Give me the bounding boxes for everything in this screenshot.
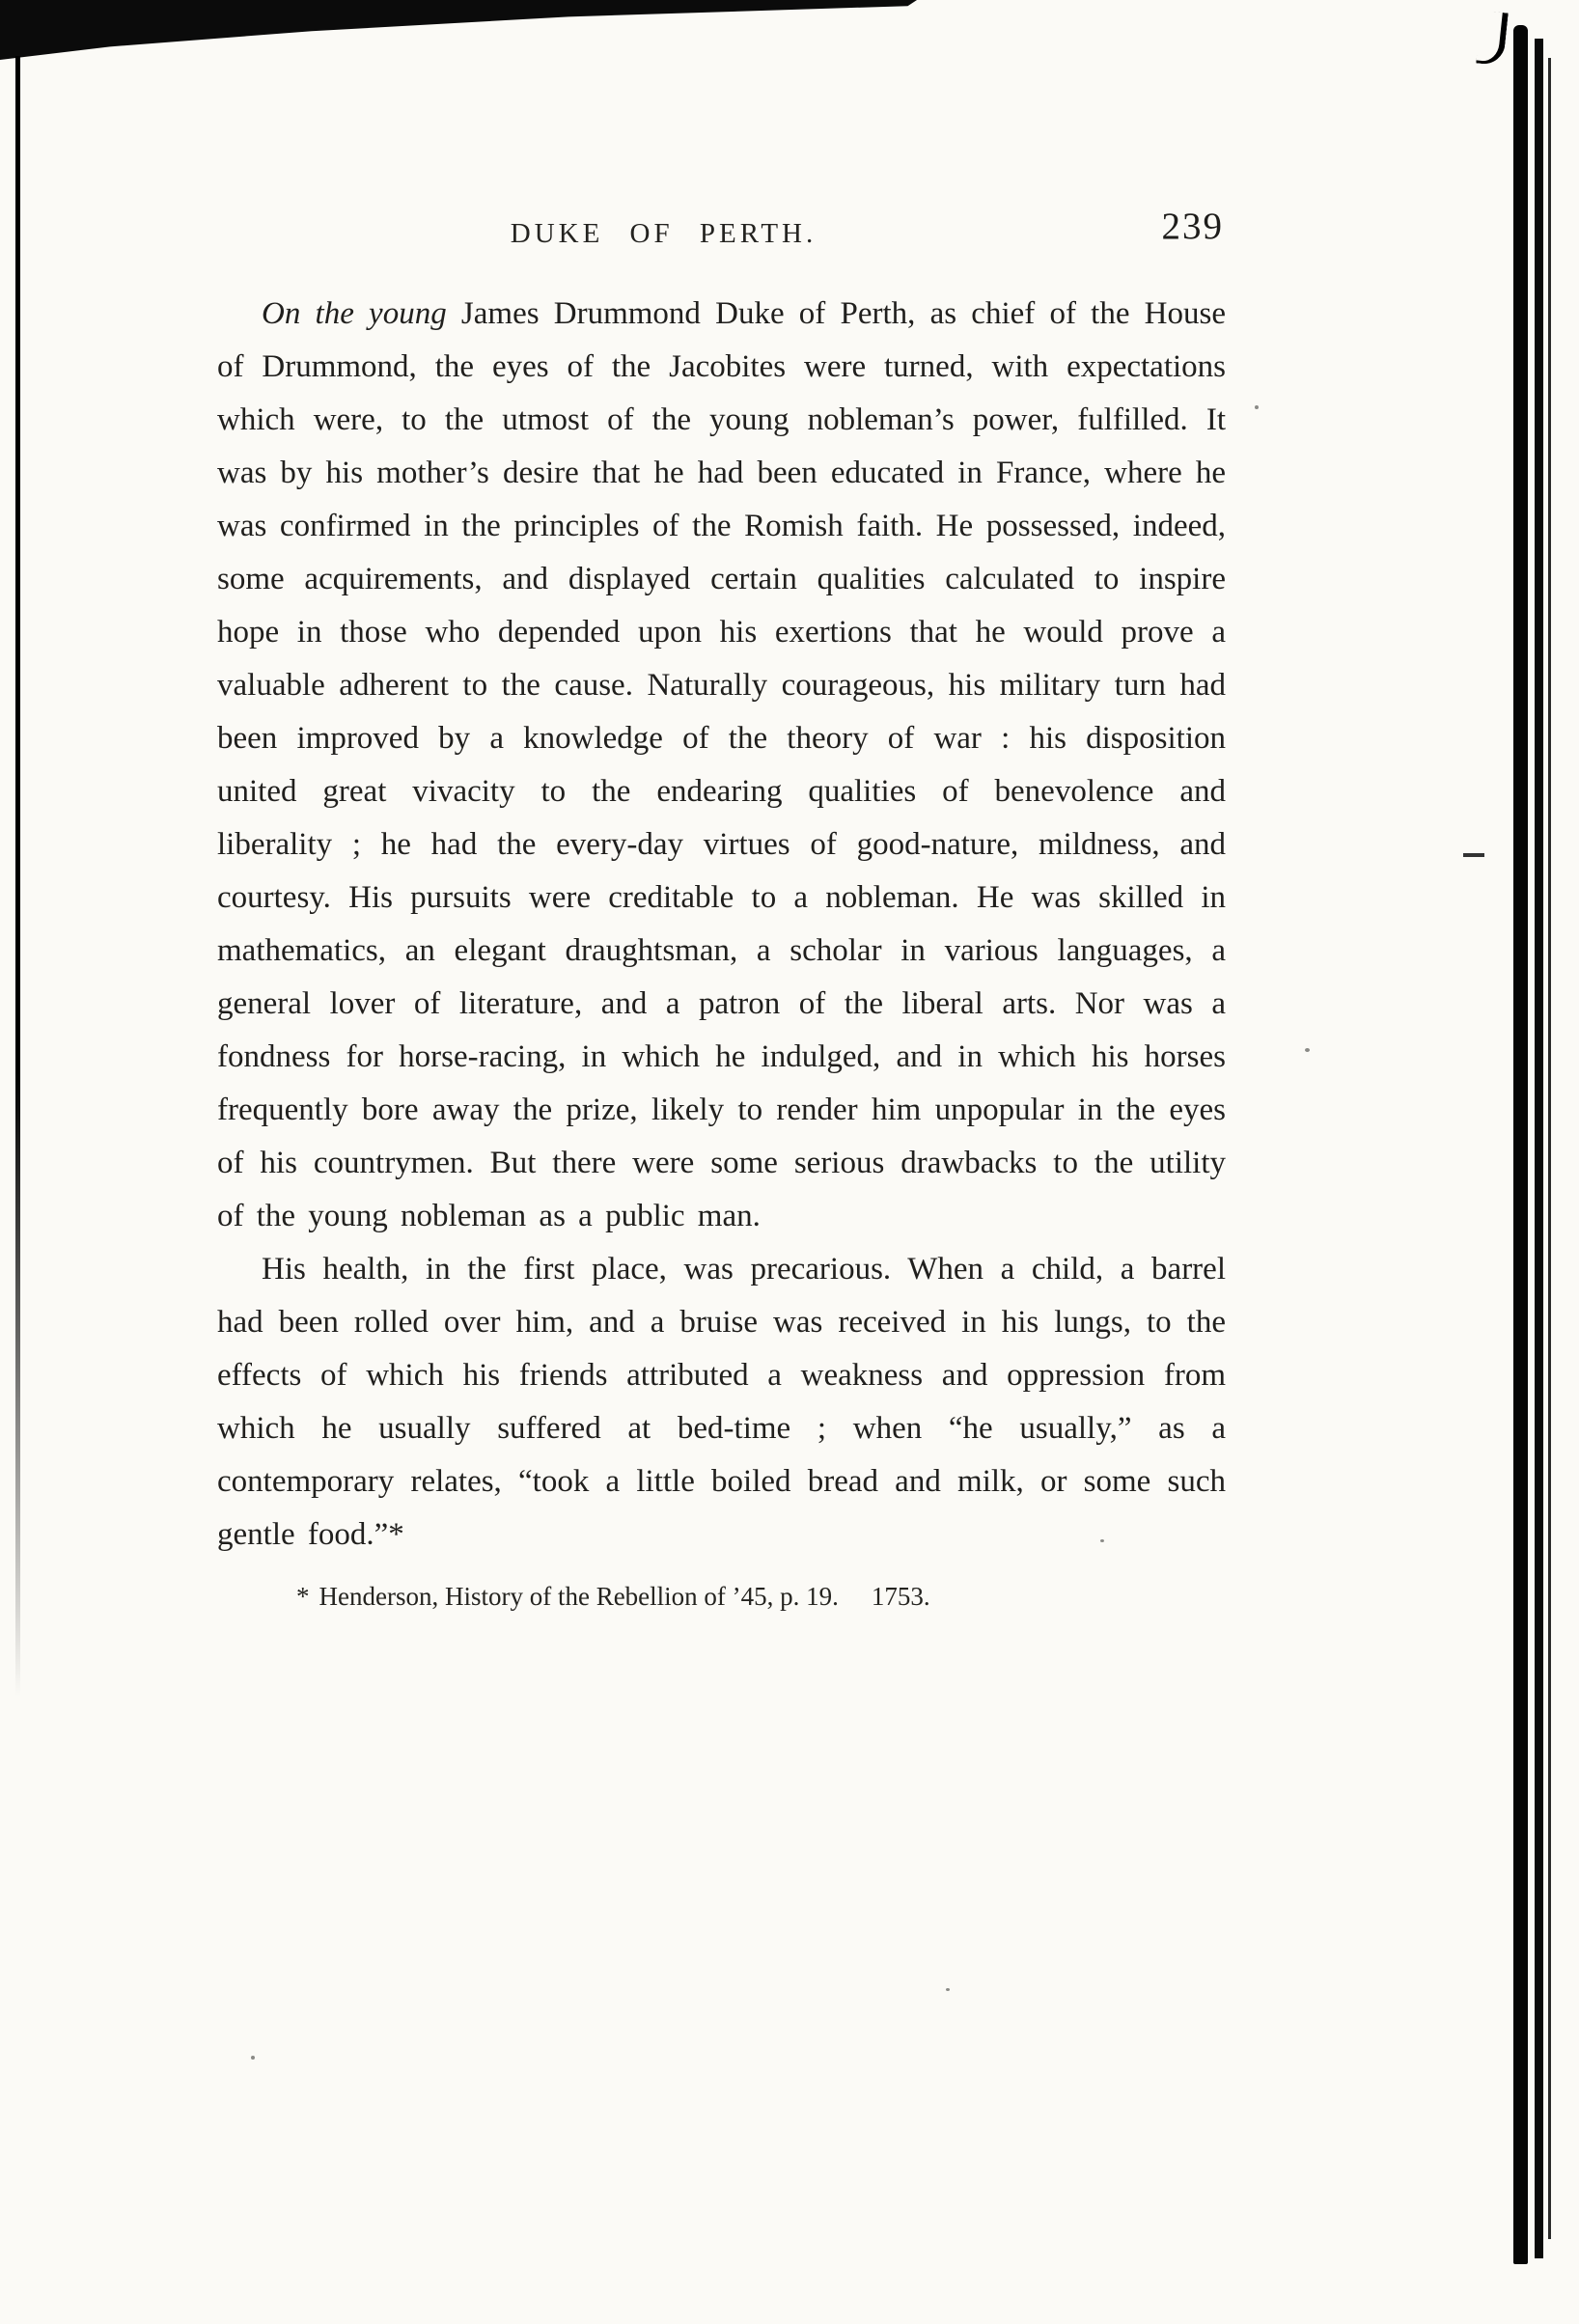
scan-speck [1305, 1048, 1310, 1052]
paragraph-text: His health, in the first place, was precarious. When a child, a barrel had been rolled over him, and a bruise was received in his lungs, to the effects of which his friends attributed a weakness and oppression from which he usually suffered at bed-time ; when “he usually,” as a contemporary relates, “took a little boiled bread and milk, or some such gentle food.”* [217, 1252, 1226, 1552]
footnote-year: 1753. [871, 1582, 930, 1611]
footnote-text: Henderson, History of the Rebellion of ’45, p. 19. [319, 1582, 839, 1611]
paragraph-1 [217, 288, 1226, 1243]
scan-artifact-right-binding-bar [1548, 58, 1551, 2239]
scan-speck [251, 2056, 255, 2060]
scan-artifact-top-left-wedge [0, 0, 917, 60]
paragraph-2 [217, 1243, 1226, 1562]
page-content [217, 205, 1226, 1616]
paragraph-lead-italic: On the young [262, 296, 447, 331]
running-header [217, 205, 1226, 266]
running-header-title: DUKE OF PERTH. [510, 218, 817, 249]
footnote-marker: * [296, 1582, 310, 1611]
page-number: 239 [1161, 206, 1224, 247]
scan-speck [946, 1988, 950, 1991]
footnote [217, 1577, 1226, 1616]
scan-artifact-right-binding-bar [1535, 39, 1543, 2258]
scan-artifact-left-edge-line [15, 56, 20, 1697]
scan-artifact-right-binding-bar [1513, 25, 1528, 2264]
scan-artifact-margin-dash [1463, 853, 1484, 857]
scan-artifact-top-right-hook [1476, 11, 1509, 67]
scan-speck [1255, 405, 1259, 409]
paragraph-text: James Drummond Duke of Perth, as chief of the House of Drummond, the eyes of the Jacobites were turned, with expectations which were, to the utmost of the young nobleman’s power, fulfilled. It was by his mother’s desire that he had been educated in France, where he was confirmed in the principles of the Romish faith. He possessed, indeed, some acquirements, and displayed certain qualities calculated to inspire hope in those who depended upon his exertions that he would prove a valuable adherent to the cause. Naturally courageous, his military turn had been improved by a knowledge of the theory of war : his disposition united great vivacity to the endearing qualities of benevolence and liberality ; he had the every-day virtues of good-nature, mildness, and courtesy. His pursuits were creditable to a nobleman. He was skilled in mathematics, an elegant draughtsman, a scholar in various languages, a general lover of literature, and a patron of the liberal arts. Nor was a fondness for horse-racing, in which he indulged, and in which his horses frequently bore away the prize, likely to render him unpopular in the eyes of his countrymen. But there were some serious drawbacks to the utility of the young nobleman as a public man. [217, 296, 1226, 1233]
